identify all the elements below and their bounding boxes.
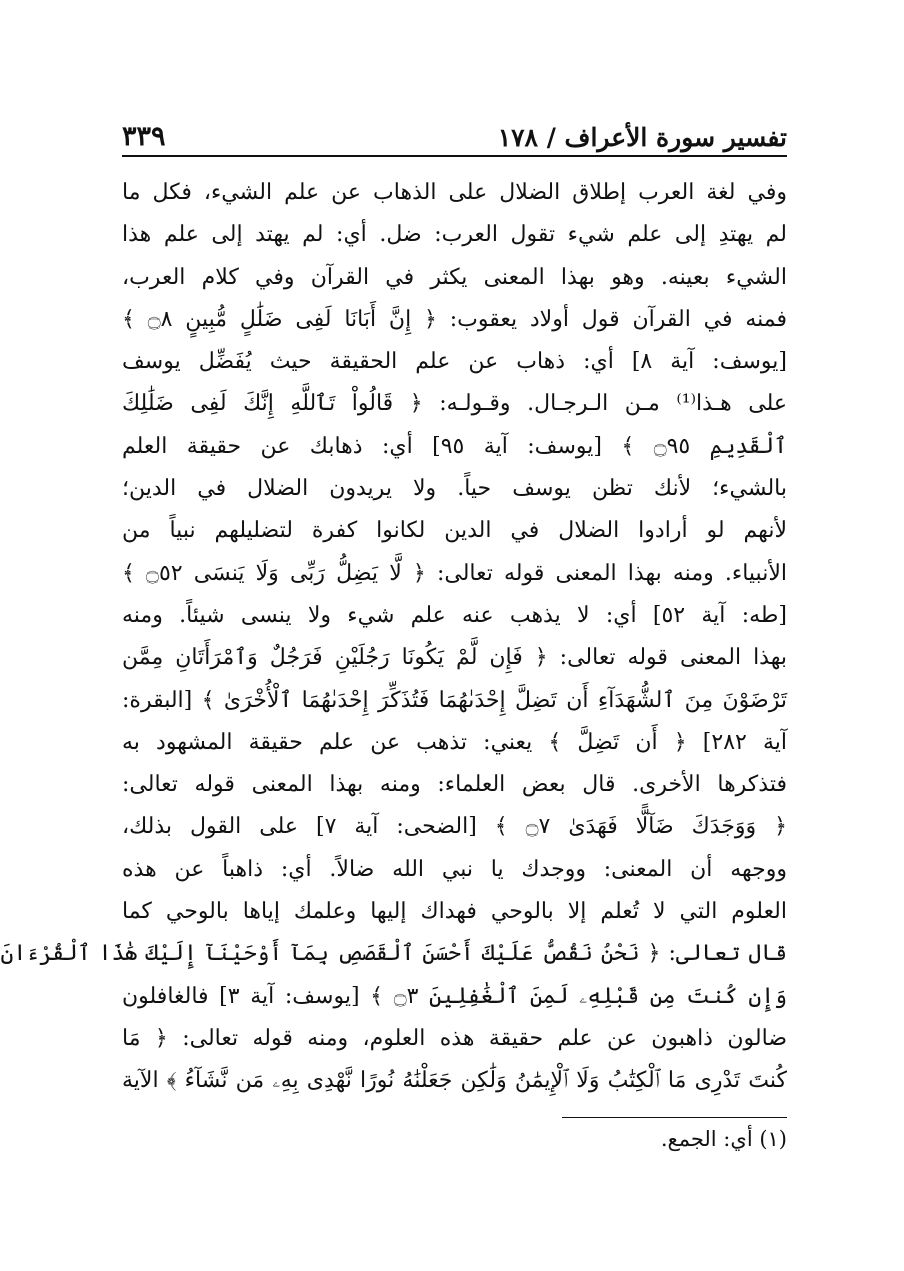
- body-text: [0, 172, 787, 1103]
- text-line: الشيء بعينه. وهو بهذا المعنى يكثر في القرآن وفي كلام العرب،: [122, 264, 787, 290]
- text-line: الأنبياء. ومنه بهذا المعنى قوله تعالى: ﴿ لَّا يَضِلُّ رَبِّى وَلَا يَنسَى ۝٥٢ ﴾: [122, 560, 787, 586]
- text-line: لأنهم لو أرادوا الضلال في الدين لكانوا كفرة لتضليلهم نبياً من: [122, 518, 787, 544]
- text-line: العلوم التي لا تُعلم إلا بالوحي فهداك إليها وعلمك إياها بالوحي كما: [122, 899, 787, 925]
- text-line: ﴿ وَوَجَدَكَ ضَآلًّا فَهَدَىٰ ۝٧ ﴾ [الضحى: آية ٧] على القول بذلك،: [122, 814, 787, 840]
- footnote-rule: [562, 1117, 787, 1118]
- page-header: [122, 112, 787, 152]
- text-line: ضالون ذاهبون عن علم حقيقة هذه العلوم، ومنه قوله تعالى: ﴿ مَا: [122, 1025, 787, 1051]
- text-line: ووجهه أن المعنى: ووجدك يا نبي الله ضالاً. أي: ذاهباً عن هذه: [122, 856, 787, 882]
- text-line: وفي لغة العرب إطلاق الضلال على الذهاب عن علم الشيء، فكل ما: [122, 180, 787, 205]
- text-line: ٱلْقَدِيمِ ۝٩٥ ﴾ [يوسف: آية ٩٥] أي: ذهابك عن حقيقة العلم: [122, 433, 787, 459]
- text-line: بهذا المعنى قوله تعالى: ﴿ فَإِن لَّمْ يَكُونَا رَجُلَيْنِ فَرَجُلٌ وَٱمْرَأَتَانِ مِمَّن: [122, 645, 787, 671]
- text-line: بالشيء؛ لأنك تظن يوسف حياً. ولا يريدون الضلال في الدين؛: [122, 476, 787, 502]
- text-line: على هـذا⁽¹⁾ مـن الـرجـال. وقـولـه: ﴿ قَالُواْ تَٱللَّهِ إِنَّكَ لَفِى ضَلَٰلِكَ: [122, 391, 787, 417]
- running-title: تفسير سورة الأعراف / ١٧٨: [497, 123, 787, 152]
- text-line: وَإِن كُنتَ مِن قَبْلِهِۦ لَمِنَ ٱلْغَٰفِلِينَ ۝٣ ﴾ [يوسف: آية ٣] فالغافلون: [122, 983, 787, 1009]
- text-line: [يوسف: آية ٨] أي: ذهاب عن علم الحقيقة حيث يُفَضِّل يوسف: [122, 349, 787, 375]
- text-line: كُنتَ تَدْرِى مَا ٱلْكِتَٰبُ وَلَا ٱلْإِيمَٰنُ وَلَٰكِن جَعَلْنَٰهُ نُورًا نَّهْدِى بِهِۦ مَن نَّشَآءُ ﴾ الآية: [122, 1068, 787, 1094]
- text-line: [طه: آية ٥٢] أي: لا يذهب عنه علم شيء ولا ينسى شيئاً. ومنه: [122, 602, 787, 628]
- text-line: فتذكرها الأخرى. قال بعض العلماء: ومنه بهذا المعنى قوله تعالى:: [122, 772, 787, 798]
- text-line: فمنه في القرآن قول أولاد يعقوب: ﴿ إِنَّ أَبَانَا لَفِى ضَلَٰلٍ مُّبِينٍ ۝٨ ﴾: [122, 306, 787, 332]
- header-rule: [122, 155, 787, 157]
- footnote: (١) أي: الجمع.: [660, 1127, 787, 1151]
- text-line: تَرْضَوْنَ مِنَ ٱلشُّهَدَآءِ أَن تَضِلَّ إِحْدَىٰهُمَا فَتُذَكِّرَ إِحْدَىٰهُمَا ٱلْأُخْرَىٰ ﴾ [البقرة:: [122, 687, 787, 713]
- page-number: ٣٣٩: [122, 121, 166, 152]
- text-line: قال تعالى: ﴿ نَحْنُ نَقُصُّ عَلَيْكَ أَحْسَنَ ٱلْقَصَصِ بِمَآ أَوْحَيْنَآ إِلَيْكَ هَٰذَا ٱلْقُرْءَانَ: [0, 941, 787, 967]
- text-line: لم يهتدِ إلى علم شيء تقول العرب: ضل. أي: لم يهتد إلى علم هذا: [122, 222, 787, 248]
- text-line: آية ٢٨٢] ﴿ أَن تَضِلَّ ﴾ يعني: تذهب عن علم حقيقة المشهود به: [122, 729, 787, 755]
